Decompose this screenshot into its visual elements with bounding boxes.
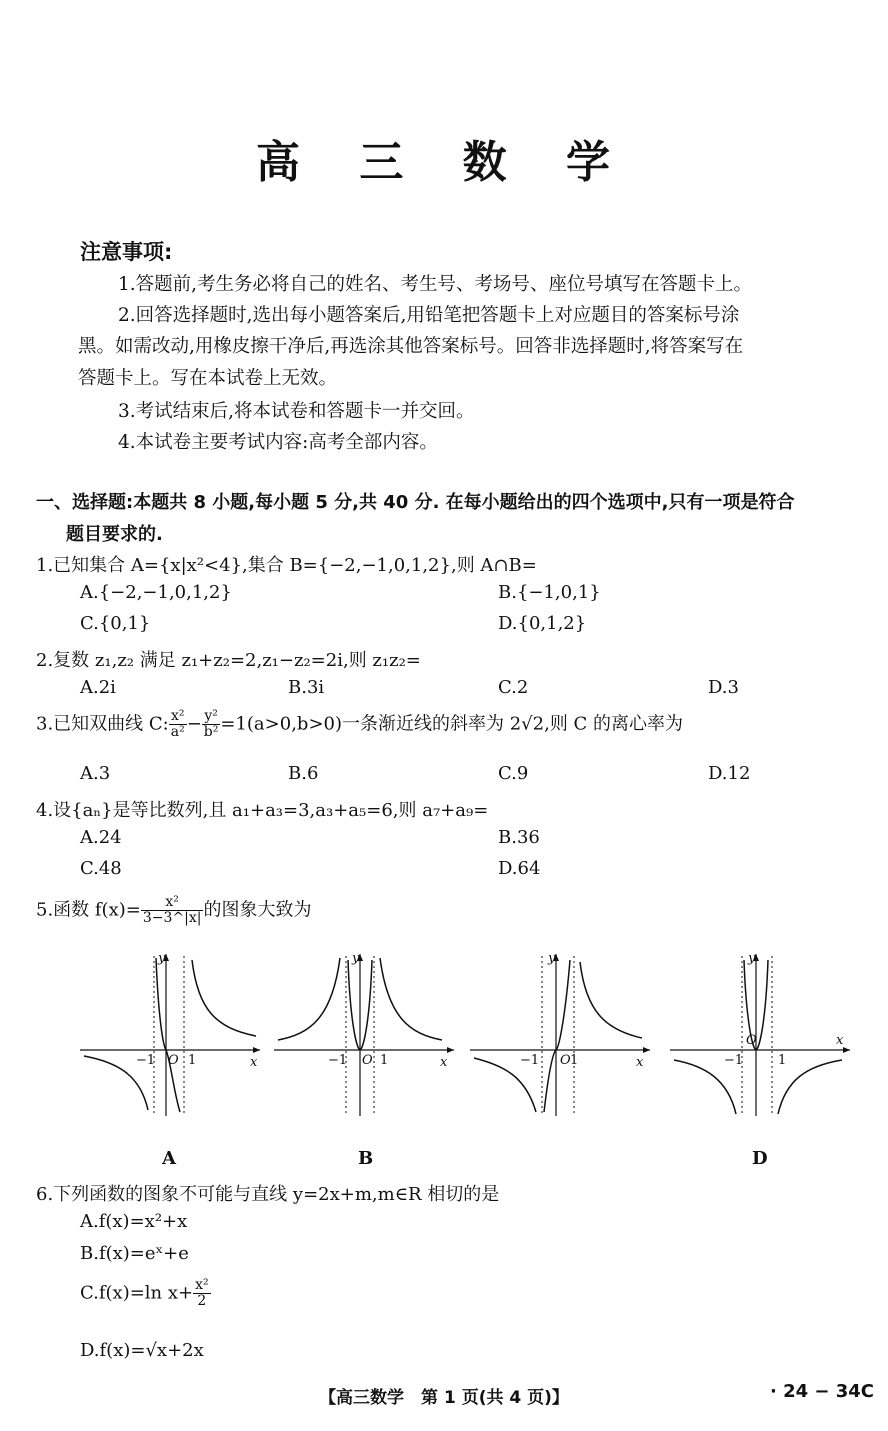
graph-b-tick-neg1: −1	[328, 1053, 348, 1068]
q3-option-c: C.9	[498, 763, 529, 784]
graph-c-y-label: y	[548, 951, 556, 966]
q5-stem-start: 5.函数 f(x)=	[36, 899, 141, 921]
q4-option-c: C.48	[80, 858, 122, 879]
q4-option-a: A.24	[80, 827, 122, 848]
graph-a-tick-neg1: −1	[136, 1053, 156, 1068]
q3-fraction-y: $\frac{\text{y²}}{\text{b²}}$	[203, 708, 219, 740]
q1-option-a: A.{−2,−1,0,1,2}	[80, 582, 232, 603]
graph-d-tick-1: 1	[778, 1053, 787, 1068]
graph-b-tick-1: 1	[380, 1053, 389, 1068]
q6-option-c	[80, 1278, 211, 1309]
notice-item-1: 1.答题前,考生务必将自己的姓名、考生号、考场号、座位号填写在答题卡上。	[118, 274, 753, 295]
q5-graph-d	[666, 948, 854, 1138]
graph-b-origin: O	[362, 1053, 373, 1068]
q2-option-b: B.3i	[288, 677, 325, 698]
graph-label-d: D	[752, 1148, 768, 1169]
graph-b-svg	[270, 948, 458, 1118]
graph-d-origin: O	[746, 1033, 757, 1048]
q3-option-a: A.3	[80, 763, 111, 784]
graph-a-tick-1: 1	[188, 1053, 197, 1068]
graph-a-x-label: x	[250, 1055, 258, 1070]
graph-c-tick-neg1: −1	[520, 1053, 540, 1068]
q6-option-a: A.f(x)=x²+x	[80, 1211, 188, 1232]
q5-fraction: $\frac{\text{x²}}{3-3\^{}|x|}$	[142, 894, 202, 926]
graph-label-a: A	[162, 1148, 176, 1169]
q3-stem-start: 3.已知双曲线 C:	[36, 713, 169, 735]
graph-a-y-label: y	[158, 951, 166, 966]
q6-option-c-start: C.f(x)=ln x+	[80, 1282, 194, 1304]
q4-stem: 4.设{aₙ}是等比数列,且 a₁+a₃=3,a₃+a₅=6,则 a₇+a₉=	[36, 800, 489, 821]
q2-stem: 2.复数 z₁,z₂ 满足 z₁+z₂=2,z₁−z₂=2i,则 z₁z₂=	[36, 650, 421, 671]
section-heading: 一、选择题:本题共 8 小题,每小题 5 分,共 40 分. 在每小题给出的四个选项中,只有一项是符合	[36, 492, 795, 513]
q1-option-b: B.{−1,0,1}	[498, 582, 601, 603]
q3-option-b: B.6	[288, 763, 319, 784]
graph-a-origin: O	[168, 1053, 179, 1068]
q3-stem-end: =1(a>0,b>0)一条渐近线的斜率为 2√2,则 C 的离心率为	[220, 713, 684, 735]
q2-option-c: C.2	[498, 677, 529, 698]
q6-option-c-fraction: $\frac{\text{x²}}{2}$	[195, 1277, 209, 1309]
graph-d-svg	[666, 948, 854, 1118]
q1-option-d: D.{0,1,2}	[498, 613, 587, 634]
graph-c-svg	[466, 948, 654, 1118]
graph-d-y-label: y	[748, 951, 756, 966]
q6-option-d: D.f(x)=√x+2x	[80, 1340, 204, 1361]
q5-graph-b	[270, 948, 458, 1138]
q4-option-b: B.36	[498, 827, 540, 848]
graph-c-x-label: x	[636, 1055, 644, 1070]
q2-option-a: A.2i	[80, 677, 116, 698]
graph-a-svg	[76, 948, 264, 1118]
notice-item-4: 4.本试卷主要考试内容:高考全部内容。	[118, 432, 438, 453]
q3-stem: 3.已知双曲线 C: $\frac{\text{x²}}{\text{a²}}$ − $\frac{\text{y²}}{\text{b²}}$ =1(a>0,b>0)一条渐近线的斜率为 2√2,则 C 的离心率为	[36, 708, 684, 740]
graph-label-b: B	[358, 1148, 374, 1169]
graph-b-y-label: y	[352, 951, 360, 966]
q1-stem: 1.已知集合 A={x|x²<4},集合 B={−2,−1,0,1,2},则 A∩B=	[36, 555, 537, 576]
page-title: 高 三 数 学	[256, 137, 632, 188]
q1-option-c: C.{0,1}	[80, 613, 151, 634]
graph-c-origin: O	[560, 1053, 571, 1068]
notice-item-2-end: 答题卡上。写在本试卷上无效。	[78, 368, 338, 389]
section-heading-cont: 题目要求的.	[66, 524, 163, 545]
notice-heading: 注意事项:	[80, 240, 173, 264]
q3-fraction-x: $\frac{\text{x²}}{\text{a²}}$	[170, 708, 185, 740]
q6-stem: 6.下列函数的图象不可能与直线 y=2x+m,m∈R 相切的是	[36, 1184, 500, 1205]
graph-b-x-label: x	[440, 1055, 448, 1070]
q6-option-b: B.f(x)=eˣ+e	[80, 1243, 189, 1264]
q5-stem	[36, 895, 311, 926]
q3-option-d: D.12	[708, 763, 751, 784]
q5-graph-a	[76, 948, 264, 1138]
notice-item-3: 3.考试结束后,将本试卷和答题卡一并交回。	[118, 401, 475, 422]
q4-option-d: D.64	[498, 858, 541, 879]
q5-stem-end: 的图象大致为	[203, 899, 312, 921]
page-footer: 【高三数学 第 1 页(共 4 页)】	[319, 1388, 569, 1408]
notice-item-2: 2.回答选择题时,选出每小题答案后,用铅笔把答题卡上对应题目的答案标号涂	[118, 305, 740, 326]
exam-code: · 24 − 34C	[769, 1381, 874, 1402]
graph-d-x-label: x	[836, 1033, 844, 1048]
q5-graph-c	[466, 948, 654, 1138]
graph-c-tick-1: 1	[570, 1053, 579, 1068]
q2-option-d: D.3	[708, 677, 739, 698]
graph-d-tick-neg1: −1	[724, 1053, 744, 1068]
notice-item-2-cont: 黑。如需改动,用橡皮擦干净后,再选涂其他答案标号。回答非选择题时,将答案写在	[78, 336, 744, 357]
